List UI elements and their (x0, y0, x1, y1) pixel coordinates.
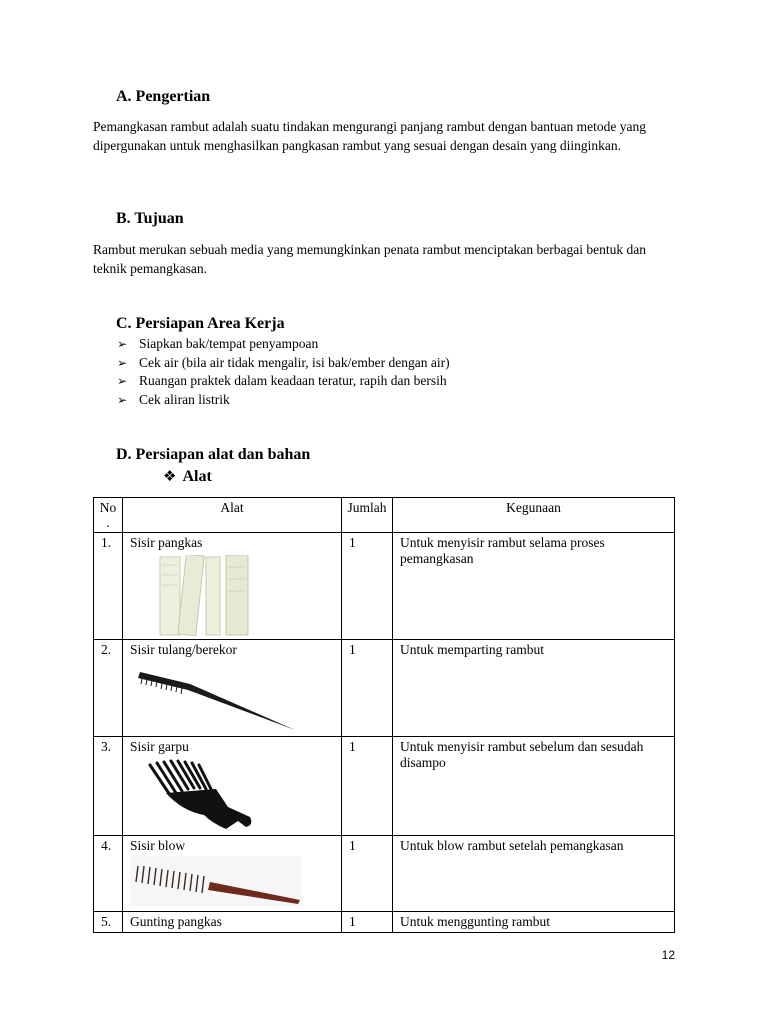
table-row (94, 640, 675, 737)
section-b-text: Rambut merukan sebuah media yang memungkinkan penata rambut menciptakan berbagai bentuk dan teknik pemangkasan. (93, 242, 646, 276)
table-row (94, 912, 675, 933)
tools-table (93, 497, 675, 933)
section-b-title: B. Tujuan (116, 210, 184, 227)
cell-no: 5. (94, 912, 123, 933)
table-row (94, 533, 675, 640)
page-number: 12 (661, 948, 675, 962)
cutting-combs-image (156, 555, 256, 637)
cell-kegunaan: Untuk menggunting rambut (393, 912, 675, 933)
list-item: ➢ Ruangan praktek dalam keadaan teratur, rapih dan bersih (117, 372, 450, 391)
cell-jumlah: 1 (342, 836, 393, 912)
pick-comb-image (142, 759, 262, 833)
header-jumlah: Jumlah (342, 498, 393, 533)
cell-kegunaan: Untuk memparting rambut (393, 640, 675, 737)
cell-alat (123, 533, 342, 640)
cell-jumlah: 1 (342, 737, 393, 836)
cell-kegunaan: Untuk menyisir rambut selama proses pemangkasan (393, 533, 675, 640)
diamond-bullet-icon: ❖ (163, 467, 177, 485)
round-brush-image (130, 856, 302, 906)
list-item: ➢ Cek air (bila air tidak mengalir, isi bak/ember dengan air) (117, 354, 450, 373)
table-row (94, 737, 675, 836)
list-item: ➢ Siapkan bak/tempat penyampoan (117, 335, 450, 354)
tail-comb-image (130, 662, 300, 734)
header-no: No . (94, 498, 123, 533)
tool-name: Sisir garpu (130, 739, 189, 754)
cell-alat (123, 640, 342, 737)
table-header-row (94, 498, 675, 533)
section-a-title: A. Pengertian (116, 88, 211, 105)
tools-subheading (163, 467, 212, 486)
cell-no: 4. (94, 836, 123, 912)
cell-alat (123, 836, 342, 912)
cell-kegunaan: Untuk blow rambut setelah pemangkasan (393, 836, 675, 912)
cell-jumlah: 1 (342, 912, 393, 933)
tool-name: Sisir tulang/berekor (130, 642, 237, 657)
section-c-title: C. Persiapan Area Kerja (116, 315, 285, 332)
cell-no: 3. (94, 737, 123, 836)
tool-name: Sisir pangkas (130, 535, 203, 550)
header-kegunaan: Kegunaan (393, 498, 675, 533)
tools-subheading-label: Alat (182, 468, 212, 485)
tool-name: Sisir blow (130, 838, 186, 853)
header-alat: Alat (123, 498, 342, 533)
cell-jumlah: 1 (342, 640, 393, 737)
cell-alat (123, 737, 342, 836)
table-row (94, 836, 675, 912)
cell-no: 1. (94, 533, 123, 640)
section-a-text: Pemangkasan rambut adalah suatu tindakan mengurangi panjang rambut dengan bantuan metode yang dipergunakan untuk menghasilkan pangkasan rambut yang sesuai dengan desain yang diinginkan. (93, 119, 646, 153)
section-d-title: D. Persiapan alat dan bahan (116, 446, 311, 463)
cell-kegunaan: Untuk menyisir rambut sebelum dan sesudah disampo (393, 737, 675, 836)
cell-jumlah: 1 (342, 533, 393, 640)
list-item: ➢ Cek aliran listrik (117, 391, 450, 410)
cell-no: 2. (94, 640, 123, 737)
preparation-list (117, 335, 450, 409)
cell-alat: Gunting pangkas (123, 912, 342, 933)
